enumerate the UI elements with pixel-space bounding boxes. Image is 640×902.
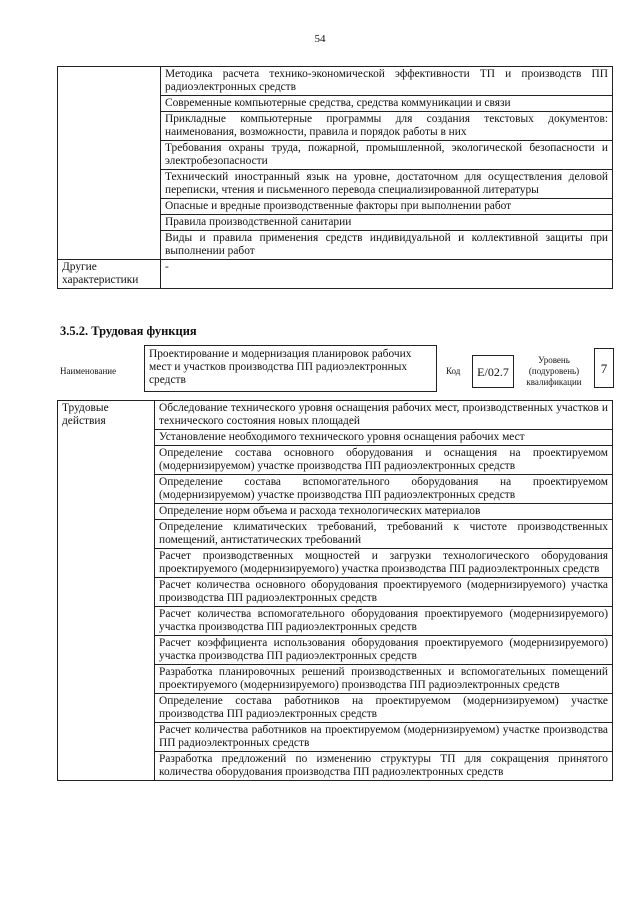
name-value: Проектирование и модернизация планировок рабочих мест и участков производства ПП радиоэлектронных средств: [144, 345, 437, 392]
table-cell: Технический иностранный язык на уровне, достаточном для осуществления деловой переписки, чтения и письменного перевода специализированной литературы: [161, 170, 613, 199]
actions-table: [57, 400, 613, 781]
table-cell: Расчет производственных мощностей и загрузки технологического оборудования проектируемого (модернизируемого) участка производства ПП радиоэлектронных средств: [155, 549, 613, 578]
labor-actions-label: Трудовые действия: [58, 401, 155, 781]
table-cell: Расчет коэффициента использования оборудования проектируемого (модернизируемого) участка производства ПП радиоэлектронных средств: [155, 636, 613, 665]
table-cell: Установление необходимого технического уровня оснащения рабочих мест: [155, 430, 613, 446]
level-label: Уровень (подуровень) квалификации: [526, 355, 582, 387]
table-cell: Разработка предложений по изменению структуры ТП для сокращения принятого количества оборудования производства ПП радиоэлектронных средств: [155, 752, 613, 781]
other-characteristics-label: Другие характеристики: [58, 260, 161, 289]
table-cell: Опасные и вредные производственные факторы при выполнении работ: [161, 199, 613, 215]
table-cell: Определение климатических требований, требований к чистоте производственных помещений, антистатических требований: [155, 520, 613, 549]
level-value: 7: [594, 348, 614, 388]
name-label: Наименование: [60, 366, 117, 376]
table-cell: Прикладные компьютерные программы для создания текстовых документов: наименования, возможности, правила и порядок работы в них: [161, 112, 613, 141]
section-title: 3.5.2. Трудовая функция: [60, 324, 197, 338]
row-label-empty: [58, 67, 161, 260]
other-characteristics-value: -: [161, 260, 613, 289]
table-cell: Расчет количества работников на проектируемом (модернизируемом) участке производства ПП радиоэлектронных средств: [155, 723, 613, 752]
table-cell: Определение состава вспомогательного оборудования на проектируемом (модернизируемом) участке производства ПП радиоэлектронных средств: [155, 475, 613, 504]
table-row: [58, 260, 613, 289]
table-cell: Виды и правила применения средств индивидуальной и коллективной защиты при выполнении работ: [161, 231, 613, 260]
code-value: E/02.7: [472, 355, 514, 388]
table-row: [58, 67, 613, 96]
table-cell: Правила производственной санитарии: [161, 215, 613, 231]
table-cell: Расчет количества вспомогательного оборудования проектируемого (модернизируемого) участка производства ПП радиоэлектронных средств: [155, 607, 613, 636]
table-cell: Разработка планировочных решений производственных и вспомогательных помещений проектируемого (модернизируемого) производства ПП радиоэлектронных средств: [155, 665, 613, 694]
knowledge-table: [57, 66, 613, 289]
table-cell: Требования охраны труда, пожарной, промышленной, экологической безопасности и электробезопасности: [161, 141, 613, 170]
table-cell: Определение состава основного оборудования и оснащения на проектируемом (модернизируемом) участке производства ПП радиоэлектронных средств: [155, 446, 613, 475]
table-row: [58, 401, 613, 430]
table-cell: Современные компьютерные средства, средства коммуникации и связи: [161, 96, 613, 112]
code-label: Код: [446, 366, 461, 376]
table-cell: Определение норм объема и расхода технологических материалов: [155, 504, 613, 520]
page-number: 54: [314, 33, 326, 45]
table-cell: Обследование технического уровня оснащения рабочих мест, производственных участков и технического состояния новых площадей: [155, 401, 613, 430]
table-cell: Определение состава работников на проектируемом (модернизируемом) участке производства ПП радиоэлектронных средств: [155, 694, 613, 723]
table-cell: Расчет количества основного оборудования проектируемого (модернизируемого) участка производства ПП радиоэлектронных средств: [155, 578, 613, 607]
table-cell: Методика расчета технико-экономической эффективности ТП и производств ПП радиоэлектронных средств: [161, 67, 613, 96]
